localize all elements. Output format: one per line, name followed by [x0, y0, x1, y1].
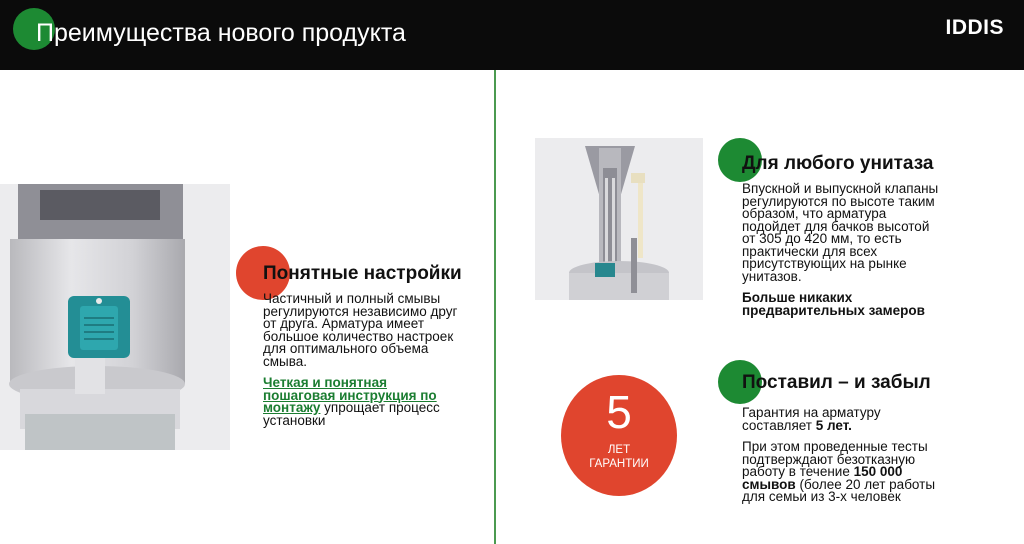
brand-logo: IDDIS: [945, 16, 1004, 39]
page-title: Преимущества нового продукта: [36, 19, 406, 47]
any-toilet-line: регулируются по высоте таким: [742, 193, 935, 209]
any-toilet-line: присутствующих на рынке: [742, 256, 907, 271]
column-divider: [494, 70, 496, 544]
tests-line: При этом проведенные тесты: [742, 439, 928, 454]
any-toilet-line: унитазов.: [742, 268, 802, 284]
any-toilet-line: образом, что арматура: [742, 206, 887, 221]
flush-count-bold: 150 000: [853, 464, 903, 479]
settings-line: регулируются независимо друг: [263, 303, 458, 319]
any-toilet-line: подойдет для бачков высотой: [742, 218, 930, 234]
settings-line: для оптимального объема: [263, 341, 429, 356]
any-toilet-line: от 305 до 420 мм, то есть: [742, 231, 902, 246]
tests-line: (более 20 лет работы: [795, 476, 936, 492]
settings-heading: Понятные настройки: [263, 263, 462, 284]
any-toilet-line: Впускной и выпускной клапаны: [742, 181, 939, 196]
tests-line: для семьи из 3-х человек: [742, 489, 901, 504]
install-text: [742, 407, 1002, 513]
any-toilet-text: [742, 183, 992, 326]
flush-word-bold: смывов: [742, 476, 796, 492]
install-heading: Поставил – и забыл: [742, 372, 931, 393]
any-toilet-bold-note: предварительных замеров: [742, 302, 925, 318]
settings-line: от друга. Арматура имеет: [263, 316, 425, 331]
any-toilet-bold-note: Больше никаких: [742, 290, 853, 305]
warranty-line: составляет: [742, 417, 816, 433]
installation-guide-link[interactable]: Четкая и понятная пошаговая инструкция по монтажу: [263, 375, 437, 415]
warranty-line: Гарантия на арматуру: [742, 405, 881, 420]
settings-line: смыва.: [263, 353, 308, 369]
warranty-years-label: ЛЕТ ГАРАНТИИ: [589, 444, 649, 470]
settings-line: Частичный и полный смывы: [263, 291, 441, 306]
warranty-years-number: 5: [606, 386, 632, 438]
settings-last-line: установки: [263, 412, 326, 428]
settings-line: большое количество настроек: [263, 328, 454, 344]
header-bar: [0, 0, 1024, 70]
tests-line: работу в течение: [742, 464, 854, 479]
warranty-badge: [561, 375, 677, 496]
any-toilet-line: практически для всех: [742, 243, 878, 259]
any-toilet-heading: Для любого унитаза: [742, 153, 934, 174]
settings-text: [263, 293, 488, 436]
product-photo-valve: [535, 138, 703, 300]
product-photo-mechanism: [0, 184, 230, 450]
after-link-text: упрощает процесс: [320, 400, 440, 415]
warranty-years-bold: 5 лет.: [815, 417, 852, 433]
tests-line: подтверждают безотказную: [742, 451, 916, 467]
